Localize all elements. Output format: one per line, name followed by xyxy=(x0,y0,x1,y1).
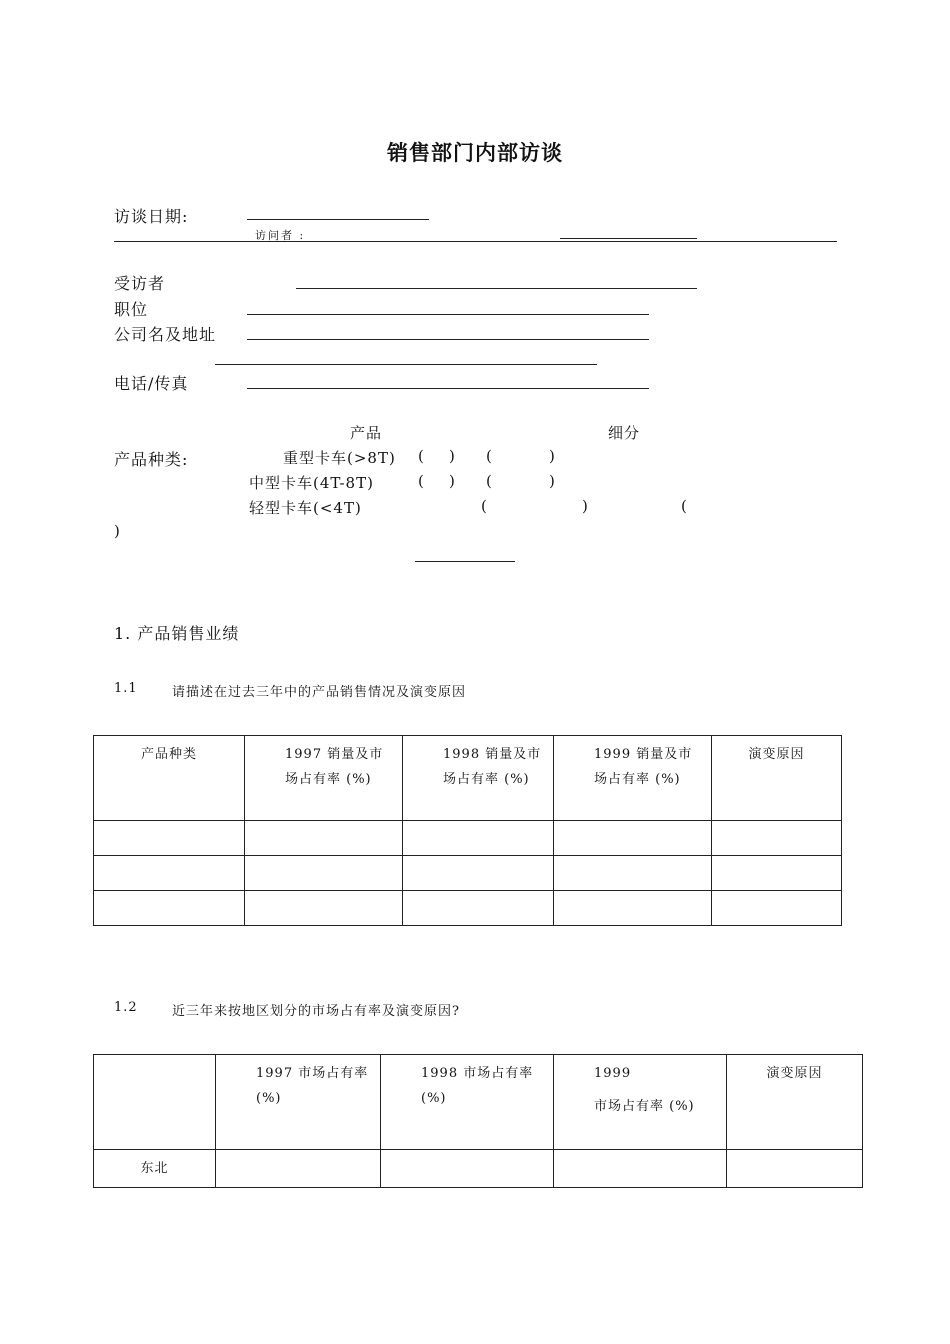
company-address-label: 公司名及地址 xyxy=(114,325,217,344)
table-row xyxy=(94,1150,863,1188)
heavy-truck-label: 重型卡车(>8T) xyxy=(283,449,396,467)
table-cell[interactable] xyxy=(381,1150,554,1188)
table-cell[interactable] xyxy=(245,856,403,891)
region-header-1999-share: 市场占有率 (%) xyxy=(594,1099,695,1114)
table-cell[interactable] xyxy=(94,821,245,856)
interviewee-field[interactable] xyxy=(296,288,697,289)
light-truck-segment-close[interactable]: ) xyxy=(114,522,121,540)
heavy-truck-segment-close[interactable]: ) xyxy=(549,447,556,465)
question-1-2-number: 1.2 xyxy=(114,1000,138,1015)
table-cell[interactable] xyxy=(712,856,842,891)
sales-header-product-type: 产品种类 xyxy=(94,736,245,821)
product-column-header: 产品 xyxy=(350,424,383,442)
header-divider xyxy=(114,241,837,242)
question-1-1-number: 1.1 xyxy=(114,681,138,696)
company-address-field-line2[interactable] xyxy=(215,364,597,365)
phone-fax-label: 电话/传真 xyxy=(114,374,189,393)
medium-truck-product-close[interactable]: ) xyxy=(449,472,456,490)
table-cell[interactable] xyxy=(403,821,554,856)
table-row xyxy=(94,891,842,926)
segment-column-header: 细分 xyxy=(608,424,641,442)
interviewer-field[interactable] xyxy=(560,238,697,239)
table-cell[interactable] xyxy=(403,856,554,891)
table-cell[interactable] xyxy=(216,1150,381,1188)
region-header-1999-year: 1999 xyxy=(594,1066,632,1081)
region-table-header-row xyxy=(94,1055,863,1150)
table-cell[interactable] xyxy=(403,891,554,926)
phone-fax-field[interactable] xyxy=(247,388,649,389)
heavy-truck-product-close[interactable]: ) xyxy=(449,447,456,465)
region-header-1998: 1998 市场占有率 (%) xyxy=(381,1055,554,1150)
sales-header-1998: 1998 销量及市场占有率 (%) xyxy=(403,736,554,821)
table-cell[interactable] xyxy=(727,1150,863,1188)
table-cell[interactable] xyxy=(554,821,712,856)
table-cell[interactable] xyxy=(554,1150,727,1188)
table-cell[interactable] xyxy=(245,891,403,926)
region-northeast: 东北 xyxy=(94,1150,216,1188)
light-truck-label: 轻型卡车(<4T) xyxy=(249,499,362,517)
section-1-heading: 1. 产品销售业绩 xyxy=(114,624,240,643)
product-category-label: 产品种类: xyxy=(114,450,189,469)
medium-truck-segment-open[interactable]: ( xyxy=(486,472,493,490)
table-cell[interactable] xyxy=(94,891,245,926)
table-cell[interactable] xyxy=(245,821,403,856)
region-header-reason: 演变原因 xyxy=(727,1055,863,1150)
table-cell[interactable] xyxy=(94,856,245,891)
interview-date-field[interactable] xyxy=(247,219,429,220)
table-row xyxy=(94,821,842,856)
sales-header-1999: 1999 销量及市场占有率 (%) xyxy=(554,736,712,821)
light-truck-segment-open[interactable]: ( xyxy=(681,497,688,515)
medium-truck-label: 中型卡车(4T-8T) xyxy=(249,474,374,492)
interviewer-label: 访问者 : xyxy=(255,229,306,242)
interview-date-label: 访谈日期: xyxy=(114,207,189,226)
table-cell[interactable] xyxy=(712,821,842,856)
sales-header-reason: 演变原因 xyxy=(712,736,842,821)
region-header-1999 xyxy=(554,1055,727,1150)
sales-table xyxy=(93,735,842,926)
region-header-empty xyxy=(94,1055,216,1150)
table-row xyxy=(94,856,842,891)
sales-header-1997: 1997 销量及市场占有率 (%) xyxy=(245,736,403,821)
heavy-truck-segment-open[interactable]: ( xyxy=(486,447,493,465)
light-truck-product-close[interactable]: ) xyxy=(582,497,589,515)
page-title: 销售部门内部访谈 xyxy=(387,141,563,165)
region-table xyxy=(93,1054,863,1188)
table-cell[interactable] xyxy=(554,856,712,891)
company-address-field[interactable] xyxy=(247,339,649,340)
other-product-field[interactable] xyxy=(415,561,515,562)
interviewee-label: 受访者 xyxy=(114,274,166,293)
question-1-1-text: 请描述在过去三年中的产品销售情况及演变原因 xyxy=(172,685,467,700)
table-cell[interactable] xyxy=(554,891,712,926)
question-1-2-text: 近三年来按地区划分的市场占有率及演变原因? xyxy=(172,1004,460,1019)
region-header-1997: 1997 市场占有率 (%) xyxy=(216,1055,381,1150)
position-label: 职位 xyxy=(114,300,149,319)
heavy-truck-product-open[interactable]: ( xyxy=(418,447,425,465)
position-field[interactable] xyxy=(247,314,649,315)
table-cell[interactable] xyxy=(712,891,842,926)
sales-table-header-row xyxy=(94,736,842,821)
medium-truck-product-open[interactable]: ( xyxy=(418,472,425,490)
light-truck-product-open[interactable]: ( xyxy=(481,497,488,515)
medium-truck-segment-close[interactable]: ) xyxy=(549,472,556,490)
